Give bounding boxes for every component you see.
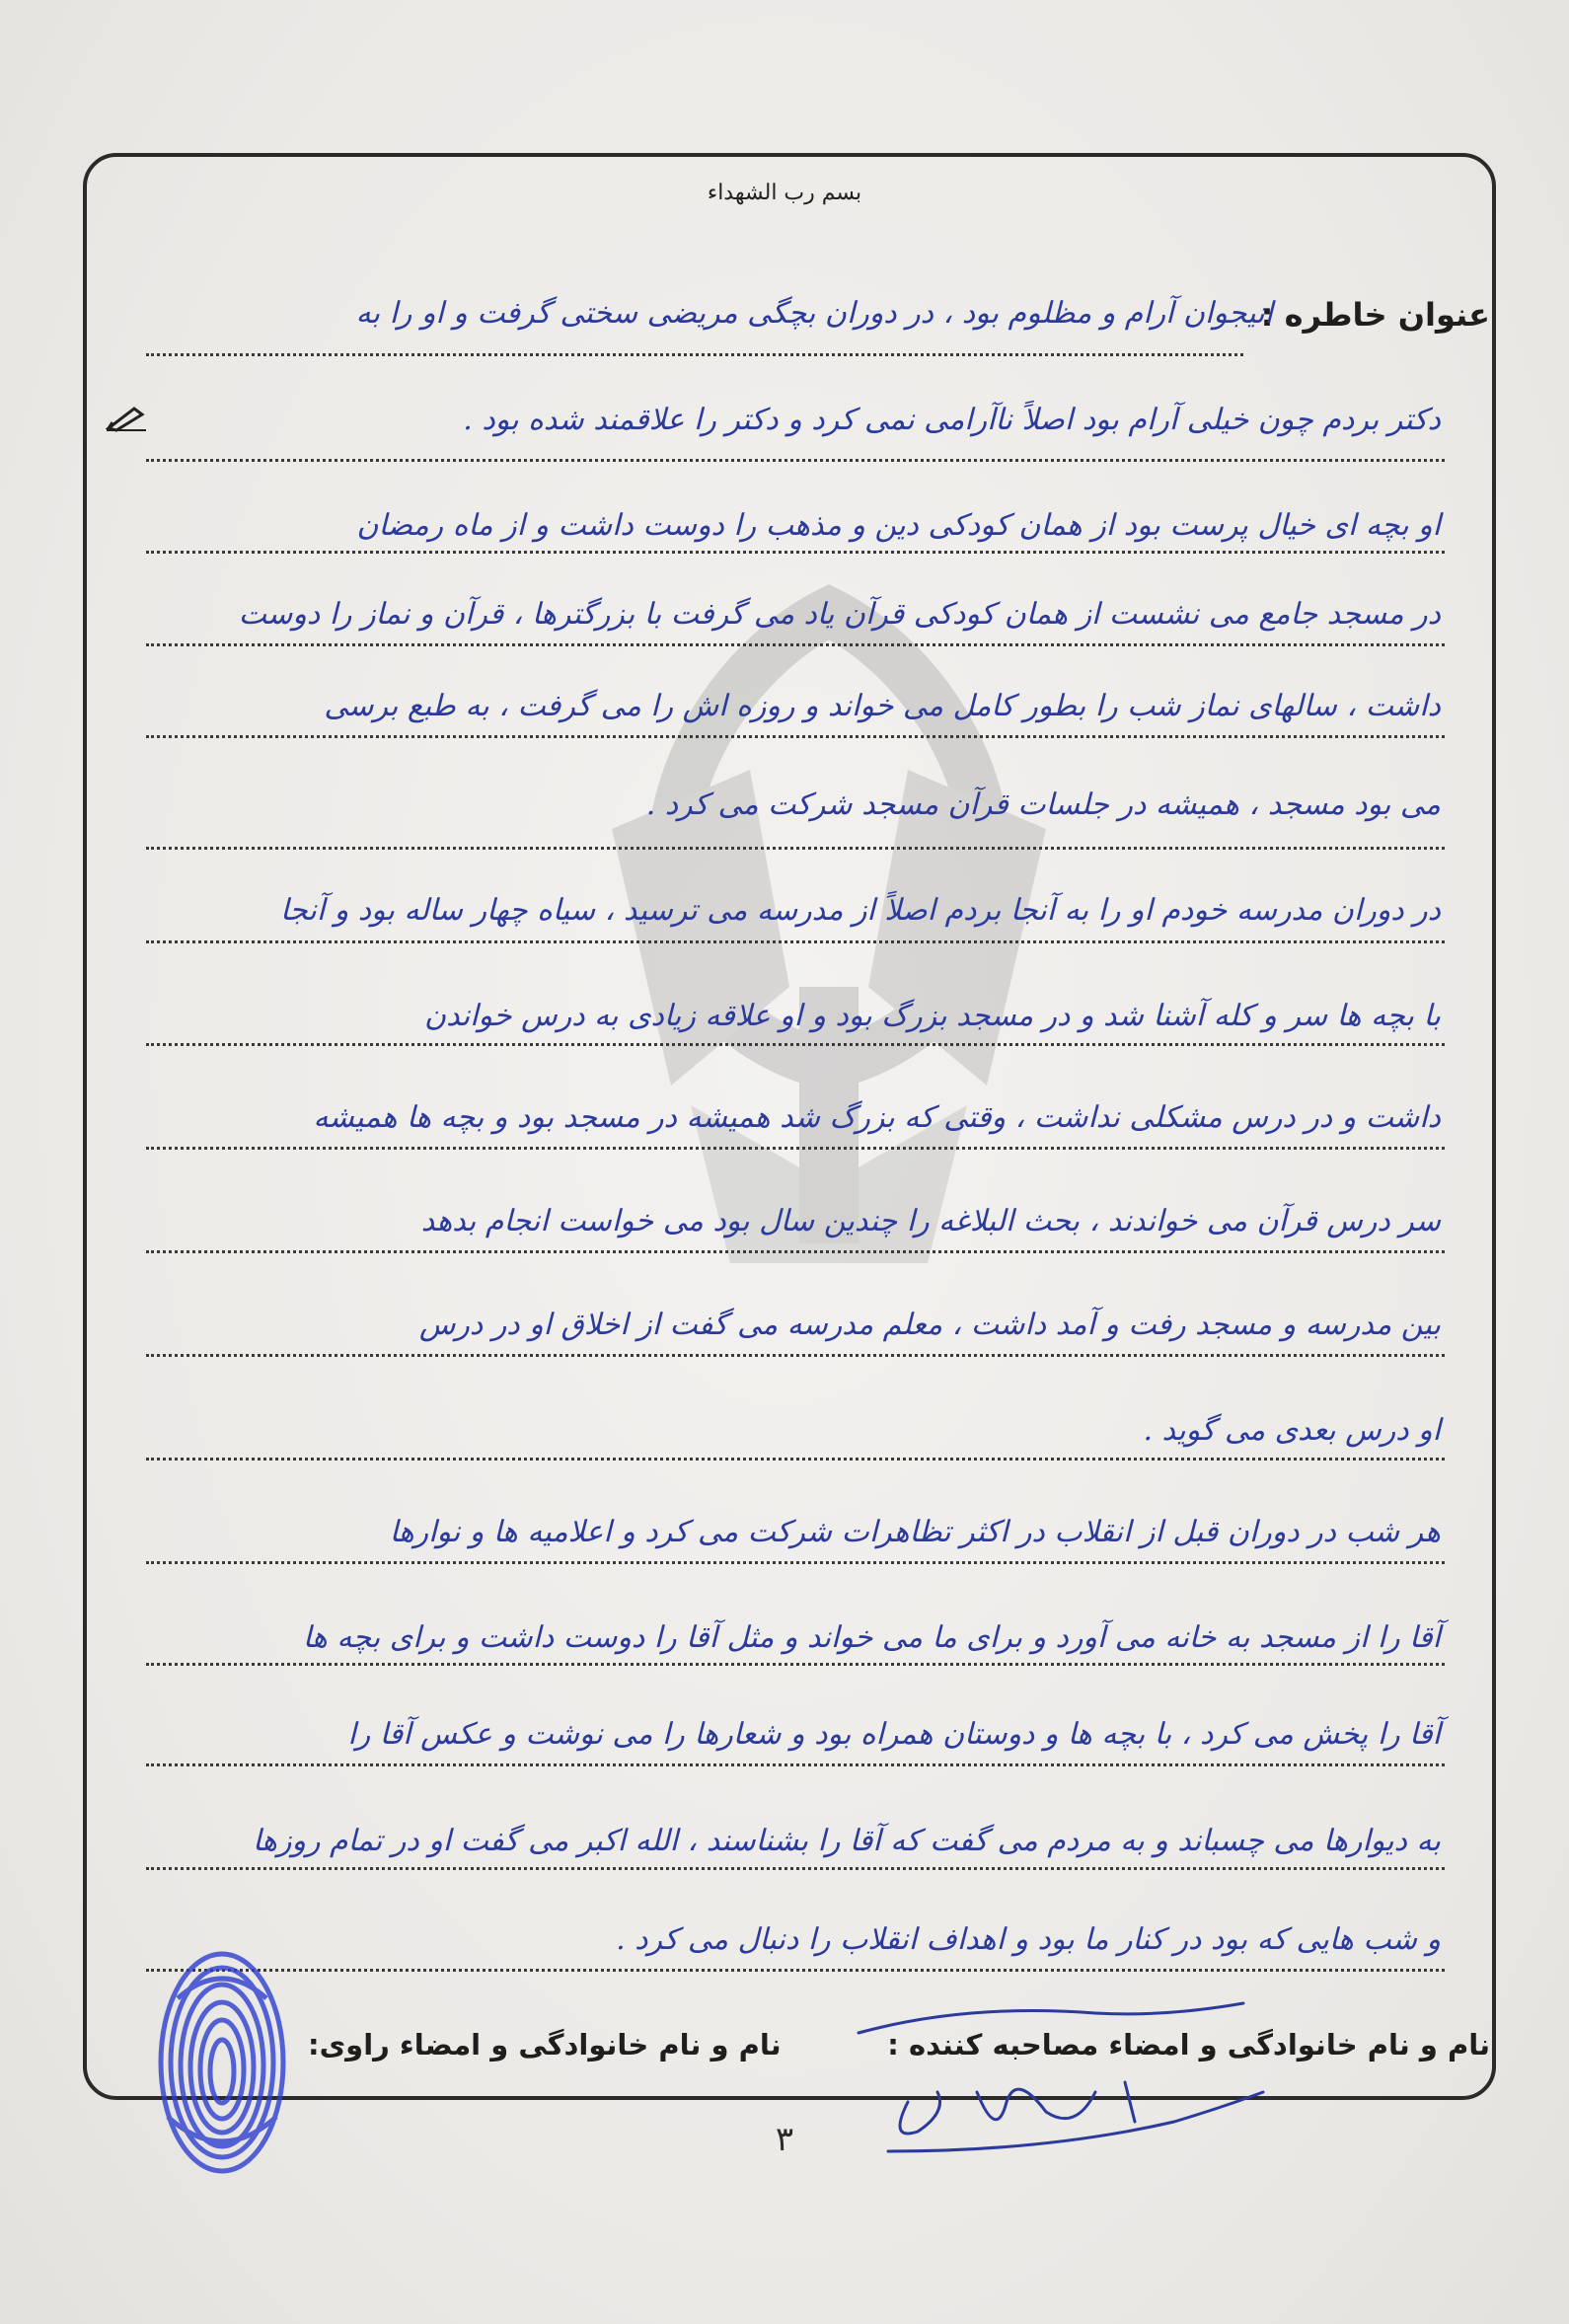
line-rule-1 — [146, 459, 1445, 462]
line-rule-3 — [146, 643, 1445, 646]
interviewer-signature-label: نام و نام خانوادگی و امضاء مصاحبه کننده : — [887, 2028, 1490, 2062]
memory-line-11: او درس بعدی می گوید . — [1143, 1413, 1441, 1448]
line-rule-12 — [146, 1561, 1445, 1564]
memory-line-13: آقا را از مسجد به خانه می آورد و برای ما می خواند و مثل آقا را دوست داشت و برای بچه ها — [302, 1620, 1441, 1655]
line-rule-5 — [146, 847, 1445, 850]
page-number: ۳ — [775, 2120, 794, 2159]
memory-line-16: و شب هایی که بود در کنار ما بود و اهداف انقلاب را دنبال می کرد . — [616, 1922, 1441, 1957]
pen-icon — [105, 403, 148, 432]
narrator-signature-label: نام و نام خانوادگی و امضاء راوی: — [308, 2028, 782, 2062]
memory-line-10: بین مدرسه و مسجد رفت و آمد داشت ، معلم مدرسه می گفت از اخلاق او در درس — [418, 1308, 1441, 1342]
memory-line-5: می بود مسجد ، همیشه در جلسات قرآن مسجد شرکت می کرد . — [645, 787, 1441, 822]
memory-line-4: داشت ، سالهای نماز شب را بطور کامل می خواند و روزه اش را می گرفت ، به طبع برسی — [324, 689, 1441, 723]
line-rule-8 — [146, 1147, 1445, 1150]
memory-line-7: با بچه ها سر و کله آشنا شد و در مسجد بزرگ بود و او علاقه زیادی به درس خواندن — [424, 999, 1441, 1033]
memory-line-2: او بچه ای خیال پرست بود از همان کودکی دین و مذهب را دوست داشت و از ماه رمضان — [356, 508, 1441, 543]
memory-title-label: عنوان خاطره : — [1260, 296, 1490, 334]
line-rule-9 — [146, 1250, 1445, 1253]
memory-title-value: انیجوان آرام و مظلوم بود ، در دوران بچگی مریضی سختی گرفت و او را به — [355, 296, 1273, 331]
memory-line-6: در دوران مدرسه خودم او را به آنجا بردم اصلاً از مدرسه می ترسید ، سیاه چهار ساله بود و آنجا — [280, 893, 1441, 928]
memory-line-1: دکتر بردم چون خیلی آرام بود اصلاً ناآرامی نمی کرد و دکتر را علاقمند شده بود . — [463, 403, 1441, 437]
line-rule-10 — [146, 1354, 1445, 1357]
line-rule-6 — [146, 940, 1445, 943]
memory-line-12: هر شب در دوران قبل از انقلاب در اکثر تظاهرات شرکت می کرد و اعلامیه ها و نوارها — [389, 1515, 1441, 1549]
line-rule-11 — [146, 1458, 1445, 1461]
line-rule-14 — [146, 1763, 1445, 1766]
memory-line-15: به دیوارها می چسباند و به مردم می گفت که آقا را بشناسند ، الله اکبر می گفت او در تمام روزها — [253, 1824, 1441, 1858]
line-rule-16 — [146, 1969, 1445, 1972]
line-rule-13 — [146, 1663, 1445, 1666]
memory-line-3: در مسجد جامع می نشست از همان کودکی قرآن یاد می گرفت با بزرگترها ، قرآن و نماز را دوست — [238, 597, 1441, 632]
memory-line-9: سر درس قرآن می خواندند ، بحث البلاغه را چندین سال بود می خواست انجام بدهد — [420, 1204, 1441, 1238]
line-rule-4 — [146, 735, 1445, 738]
line-rule-2 — [146, 551, 1445, 554]
memory-line-8: داشت و در درس مشکلی نداشت ، وقتی که بزرگ شد همیشه در مسجد بود و بچه ها همیشه — [313, 1100, 1441, 1135]
bismillah-header: بسم رب الشهداء — [707, 181, 862, 205]
title-rule — [146, 353, 1243, 356]
line-rule-7 — [146, 1043, 1445, 1046]
memory-line-14: آقا را پخش می کرد ، با بچه ها و دوستان همراه بود و شعارها را می نوشت و عکس آقا را — [347, 1717, 1441, 1752]
line-rule-15 — [146, 1867, 1445, 1870]
